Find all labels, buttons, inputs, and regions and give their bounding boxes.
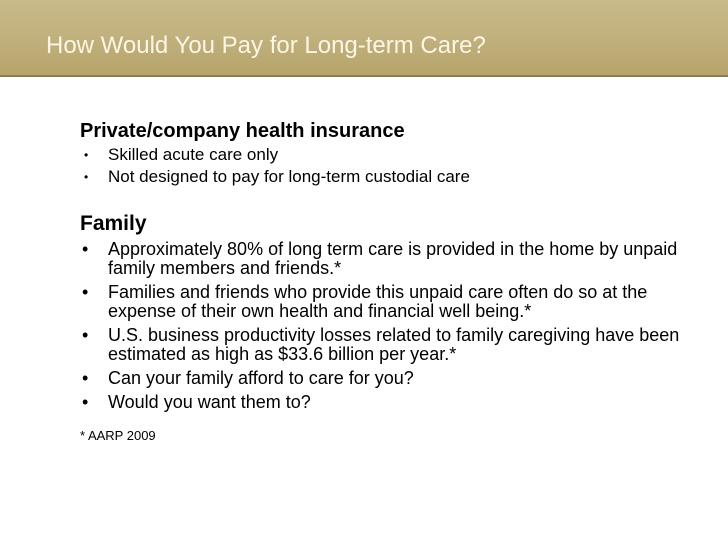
bullet-icon: • [82, 282, 89, 302]
bullet-icon: • [84, 148, 89, 162]
list-item [80, 369, 700, 388]
title-bar-divider [0, 75, 728, 77]
list-item [80, 240, 700, 278]
insurance-bullet-list [80, 144, 700, 188]
list-item-text: Skilled acute care only [108, 145, 279, 164]
list-item [80, 393, 700, 412]
footnote: * AARP 2009 [80, 428, 156, 443]
slide-title: How Would You Pay for Long-term Care? [46, 32, 486, 59]
slide-body [80, 118, 700, 456]
bullet-icon: • [82, 392, 89, 412]
list-item-text: Approximately 80% of long term care is provided in the home by unpaid family members and friends.* [108, 239, 678, 278]
section-heading-insurance: Private/company health insurance [80, 120, 405, 142]
list-item [80, 166, 700, 188]
list-item-text: Not designed to pay for long-term custodial care [108, 167, 470, 186]
list-item [80, 283, 700, 321]
list-item-text: Can your family afford to care for you? [108, 368, 414, 388]
family-bullet-list [80, 240, 700, 412]
bullet-icon: • [82, 368, 89, 388]
list-item [80, 326, 700, 364]
list-item-text: U.S. business productivity losses related to family caregiving have been estimated as high as $33.6 billion per year.* [108, 325, 680, 364]
bullet-icon: • [84, 170, 89, 184]
bullet-icon: • [82, 325, 89, 345]
list-item-text: Would you want them to? [108, 392, 311, 412]
list-item-text: Families and friends who provide this unpaid care often do so at the expense of their own health and financial well being.* [108, 282, 648, 321]
section-heading-family: Family [80, 212, 147, 235]
bullet-icon: • [82, 239, 89, 259]
list-item [80, 144, 700, 166]
